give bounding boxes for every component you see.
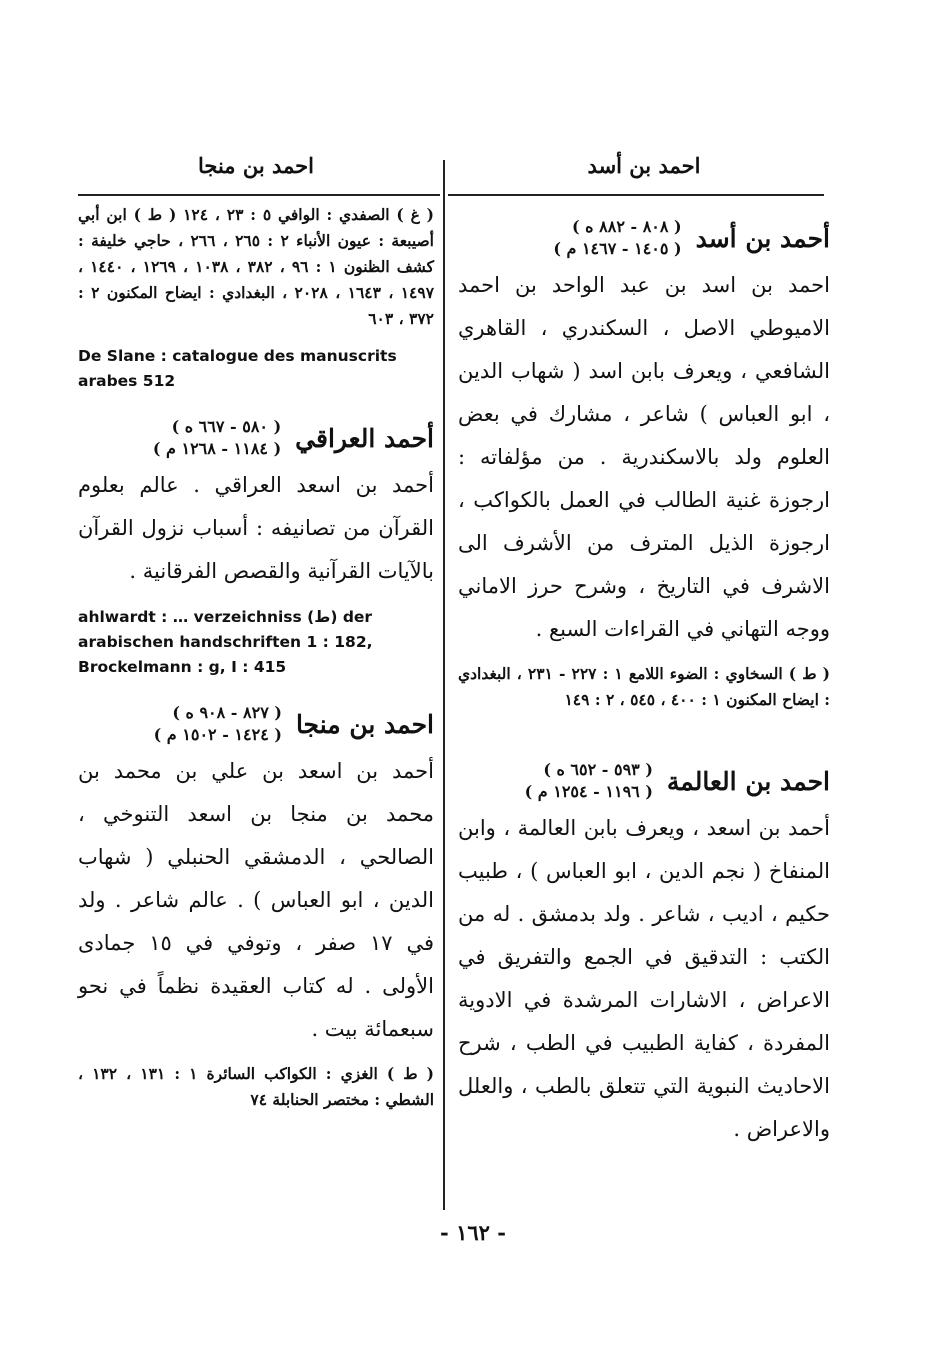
entry-references: ( غ ) الصفدي : الوافي ٥ : ٢٣ ، ١٢٤ ( ط ) ابن أبي أصيبعة : عيون الأنباء ٢ : ٢٦٥ ، ٢٦٦ ، حاجي خليفة : كشف الظنون ١ : ٩٦ ، ٣٨٢ ، ١٠٣٨ ، ١٢٦٩ ، ١٤٤٠ ، ١٤٩٧ ، ١٦٤٣ ، ٢٠٢٨ ، البغدادي : ايضاح المكنون ٢ : ٣٧٢ ، ٦٠٣: [78, 205, 435, 328]
dates-hijri: ( ٨٠٨ - ٨٨٢ ه ): [572, 217, 682, 236]
entry-body: احمد بن اسد بن عبد الواحد بن احمد الاميوطي الاصل ، السكندري ، القاهري الشافعي ، ويعرف بابن اسد ( شهاب الدين ، ابو العباس ) شاعر ، مشارك في بعض العلوم ولد بالاسكندرية . من مؤلفاته : ارجوزة غنية الطالب في العمل بالكواكب ، ارجوزة الذيل المترف من الأشرف الى الاشرف في التاريخ ، وشرح حرز الاماني ووجه التهاني في القراءات السبع .: [458, 273, 830, 641]
dates-hijri: ( ٨٢٧ - ٩٠٨ ه ): [172, 703, 282, 722]
entry-dates: [525, 759, 653, 803]
left-column: [78, 144, 434, 1113]
column-divider: [443, 160, 445, 1210]
dates-gregorian: ( ١٤٠٥ - ١٤٦٧ م ): [553, 239, 682, 258]
entry-body: أحمد بن اسعد بن علي بن محمد بن محمد بن منجا بن اسعد التنوخي ، الصالحي ، الدمشقي الحنبلي ( شهاب الدين ، ابو العباس ) . عالم شاعر . ولد في ١٧ صفر ، وتوفي في ١٥ جمادى الأولى . له كتاب العقيدة نظماً في نحو سبعمائة بيت .: [78, 759, 435, 1041]
dates-gregorian: ( ١٤٢٤ - ١٥٠٢ م ): [153, 725, 282, 744]
entry-references: ( ط ) السخاوي : الضوء اللامع ١ : ٢٢٧ - ٢٣١ ، البغدادي : ايضاح المكنون ١ : ٤٠٠ ، ٥٤٥ ، ٢ : ١٤٩: [458, 664, 830, 709]
entry-body: أحمد بن اسعد العراقي . عالم بعلوم القرآن من تصانيفه : أسباب نزول القرآن بالآيات القرآنية والقصص الفرقانية .: [78, 473, 434, 583]
page-number: - ١٦٢ -: [440, 1220, 506, 1245]
entry-heading: [78, 416, 434, 460]
dates-gregorian: ( ١١٩٦ - ١٢٥٤ م ): [524, 782, 653, 801]
latin-reference: ahlwardt : … verzeichniss (ط) der arabischen handschriften 1 : 182, Brockelmann : g, I : 415: [78, 608, 373, 676]
entry-body: أحمد بن اسعد ، ويعرف بابن العالمة ، وابن المنفاخ ( نجم الدين ، ابو العباس ) ، طبيب حكيم ، اديب ، شاعر . ولد بدمشق . له من الكتب : التدقيق في الجمع والتفريق في الاعراض ، الاشارات المرشدة في الادوية المفردة ، كفاية الطبيب في الطب ، شرح الاحاديث النبوية التي تتعلق بالطب ، والعلل والاعراض .: [458, 816, 830, 1141]
dates-hijri: ( ٥٩٣ - ٦٥٢ ه ): [543, 760, 653, 779]
entry-dates: [553, 216, 681, 260]
entry-name: أحمد بن أسد: [695, 223, 830, 253]
entry-heading: [78, 702, 434, 746]
entry-heading: [458, 216, 830, 260]
entry-name: احمد بن العالمة: [666, 766, 830, 796]
entry-heading: [458, 759, 830, 803]
entry-name: احمد بن منجا: [295, 709, 434, 739]
running-head-right: احمد بن أسد: [587, 153, 701, 178]
running-head-left: احمد بن منجا: [198, 153, 314, 178]
latin-reference: De Slane : catalogue des manuscrits arabes 512: [78, 347, 397, 390]
dates-gregorian: ( ١١٨٤ - ١٢٦٨ م ): [152, 439, 282, 458]
entry-dates: [153, 416, 281, 460]
right-column: [458, 144, 830, 1151]
entry-dates: [154, 702, 282, 746]
dates-hijri: ( ٥٨٠ - ٦٦٧ ه ): [171, 417, 282, 436]
entry-references: ( ط ) الغزي : الكواكب السائرة ١ : ١٣١ ، ١٣٢ ، الشطي : مختصر الحنابلة ٧٤: [78, 1064, 435, 1109]
entry-name: أحمد العراقي: [295, 423, 434, 453]
